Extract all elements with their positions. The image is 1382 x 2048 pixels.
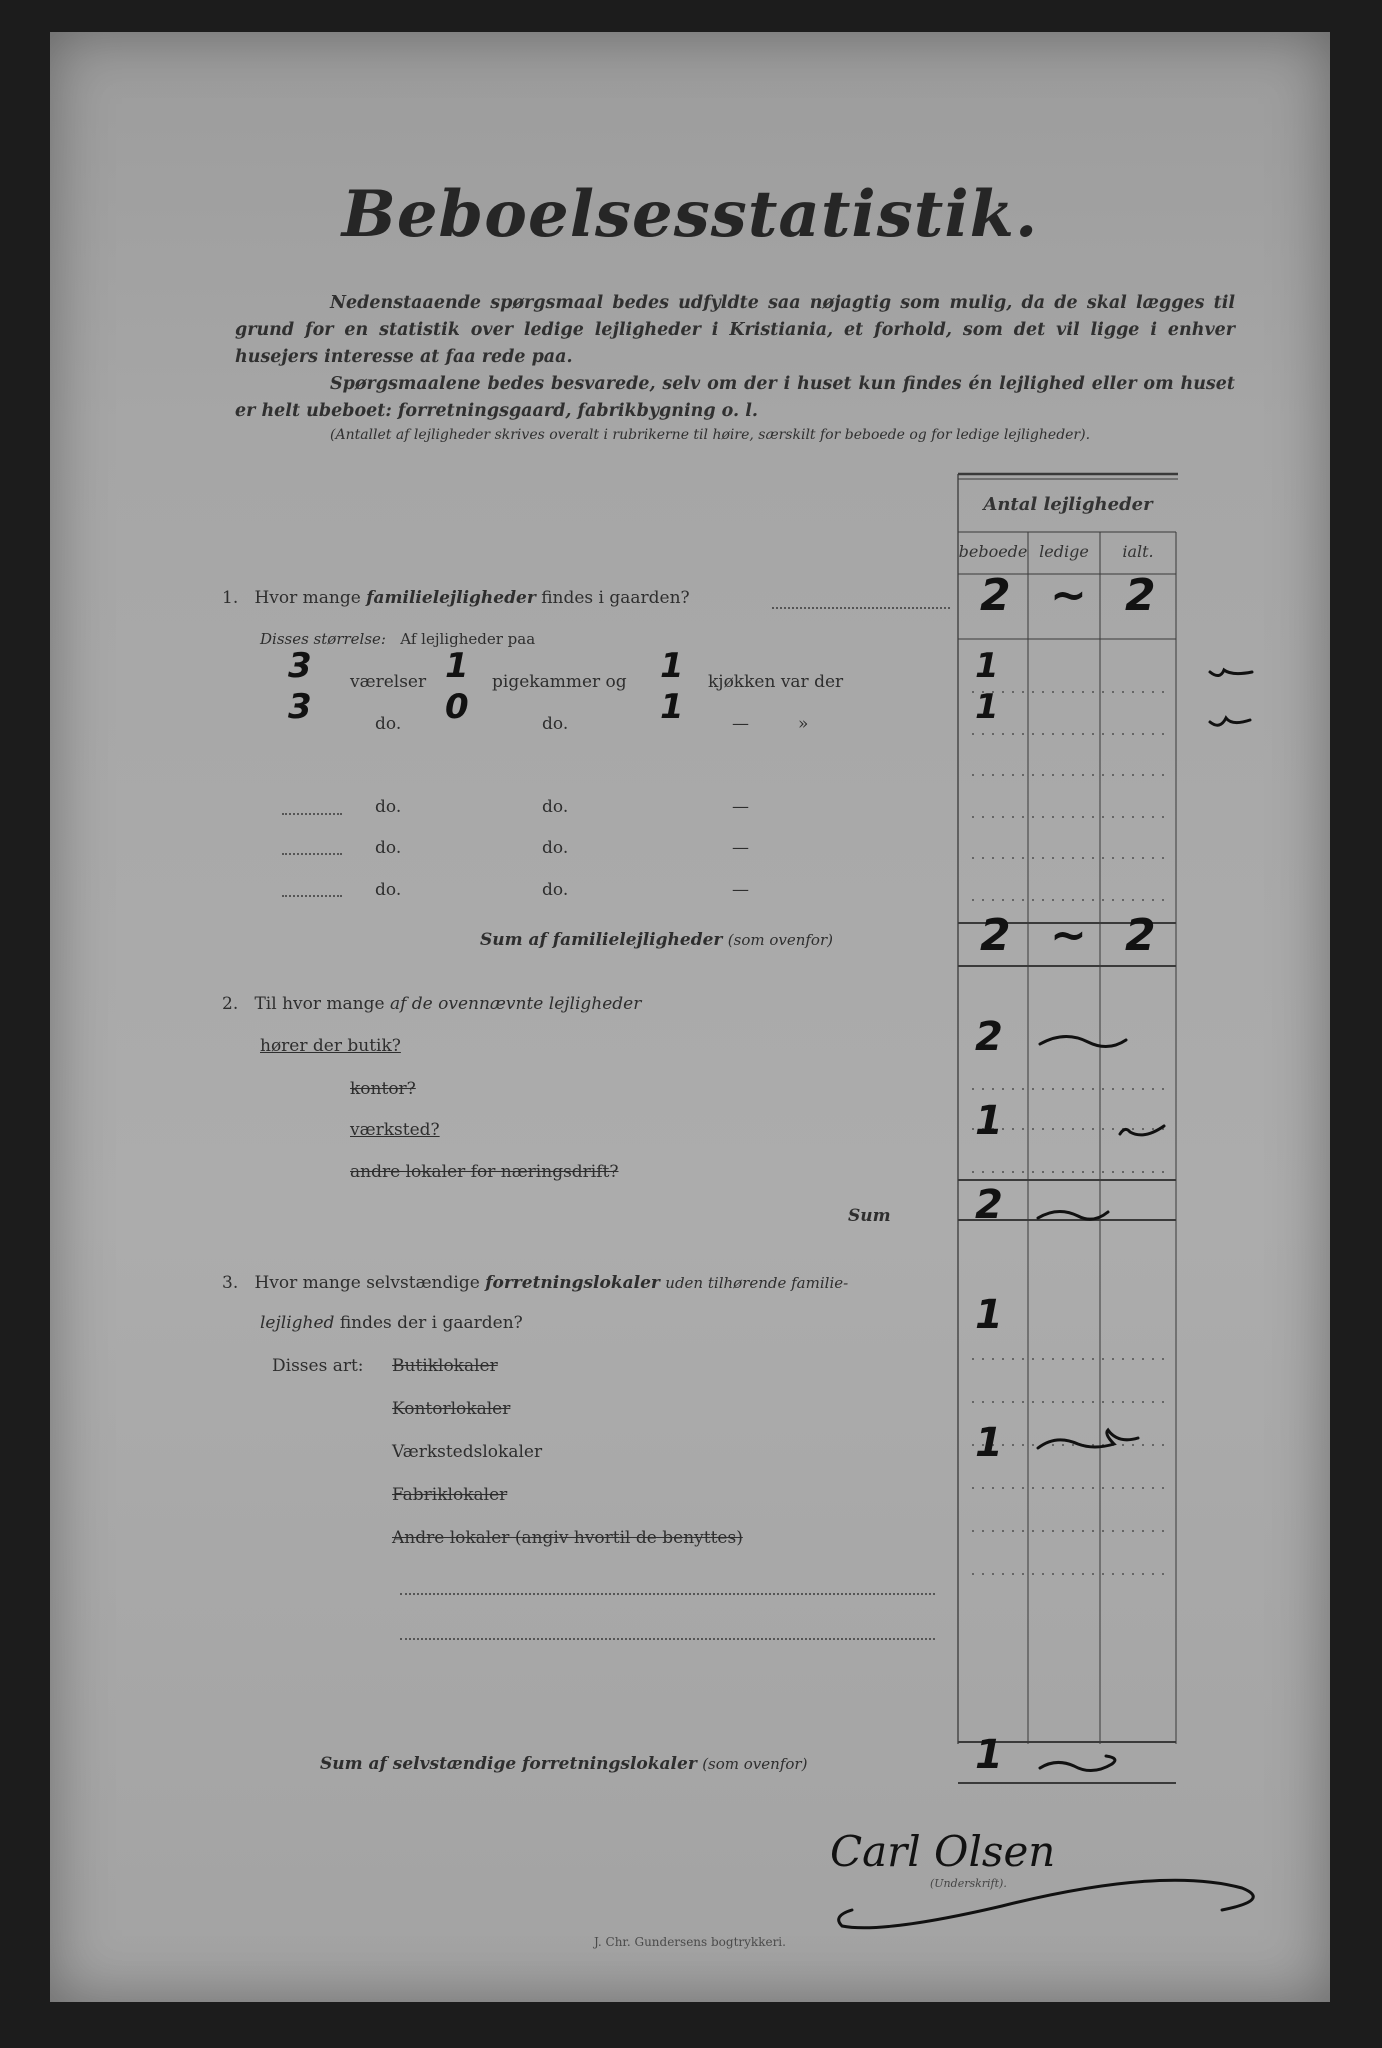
census-form [50,32,1330,2002]
label-dash: — [732,714,749,734]
signature-name: Carl Olsen [830,1827,1056,1876]
q3-vaerksted-answer: 1 [975,1420,1003,1466]
question-2-text-b: af de ovennævnte lejligheder [389,994,642,1014]
q1-answer-ialt: 2 [1125,570,1156,621]
size-row-2-kjokken: 1 [660,687,684,727]
q2-sum-beboede: 2 [975,1182,1003,1228]
label-do: do. [542,714,569,734]
label-do: do. [542,838,569,858]
q1-sum-label-b: (som ovenfor) [727,931,833,949]
label-dash: — [732,880,749,900]
handwritten-marks [50,32,1330,2002]
label-kjokken: kjøkken var der [708,672,844,692]
q3-vaerkstedslokaler: Værkstedslokaler [392,1442,543,1462]
question-2-number: 2. [222,994,239,1014]
label-do: do. [375,880,402,900]
question-1-text-c: findes i gaarden? [541,588,690,608]
q2-kontor: kontor? [350,1079,416,1099]
q1-answer-ledige: ~ [1050,570,1087,621]
q2-sum-label: Sum [848,1206,891,1226]
printer-imprint: J. Chr. Gundersens bogtrykkeri. [594,1935,786,1949]
q2-butik: hører der butik? [260,1036,401,1056]
question-3-text-a: Hvor mange selvstændige [254,1273,480,1293]
label-dash: — [732,838,749,858]
column-header-ialt: ialt. [1122,542,1154,561]
sizes-label-a: Disses størrelse: [260,630,386,648]
q2-vaerksted-beboede: 1 [975,1098,1003,1144]
label-do: do. [375,714,402,734]
q1-sum-ledige: ~ [1050,910,1087,961]
label-do: do. [542,880,569,900]
size-row-1-beboede: 1 [975,646,999,686]
question-2-text-a: Til hvor mange [254,994,385,1014]
question-3-number: 3. [222,1273,239,1293]
label-do: do. [375,797,402,817]
label-quote: » [798,714,809,734]
label-vaerelser: værelser [350,672,427,692]
q3-answer: 1 [975,1292,1003,1338]
size-row-1-kjokken: 1 [660,646,684,686]
q2-andre: andre lokaler for næringsdrift? [350,1162,619,1182]
q1-sum-ialt: 2 [1125,910,1156,961]
q2-butik-beboede: 2 [975,1014,1003,1060]
label-do: do. [542,797,569,817]
question-1-number: 1. [222,588,239,608]
q3-andre-lokaler: Andre lokaler (angiv hvortil de benyttes) [392,1528,743,1548]
question-1-text-b: familielejligheder [366,588,536,608]
q1-sum-label-a: Sum af familielejligheder [480,930,723,950]
intro-paragraph-2: Spørgsmaalene bedes besvarede, selv om der i huset kun findes én lejlighed eller om huset er helt ubeboet: forretningsgaard, fabrikbygning o. l. [235,374,1235,421]
q1-sum-beboede: 2 [980,910,1011,961]
q3-sum-answer: 1 [975,1732,1003,1778]
table-header-group: Antal lejligheder [983,494,1153,515]
intro-paragraph-3: (Antallet af lejligheder skrives overalt i rubrikerne til høire, særskilt for beboede og for ledige lejligheder). [330,427,1091,443]
label-pigekammer: pigekammer og [492,672,627,692]
question-3-text-c: uden tilhørende familie- [665,1274,849,1292]
question-3-text-b: forretningslokaler [485,1273,660,1293]
q2-vaerksted: værksted? [350,1120,440,1140]
q3-disses-art: Disses art: [272,1356,364,1376]
q3-sum-label-a: Sum af selvstændige forretningslokaler [320,1754,697,1774]
size-row-2-vaerelser: 3 [288,687,312,727]
intro-paragraph-1: Nedenstaaende spørgsmaal bedes udfyldte saa nøjagtig som mulig, da de skal lægges til grund for en statistik over ledige lejligheder i Kristiania, et forhold, som det vil ligge i enhver husejers interesse at faa rede paa. [235,293,1235,367]
q3-sum-label-b: (som ovenfor) [702,1755,808,1773]
label-dash: — [732,797,749,817]
sizes-label-b: Af lejligheder paa [400,630,536,648]
q3-fabriklokaler: Fabriklokaler [392,1485,508,1505]
column-header-ledige: ledige [1039,542,1089,561]
q3-kontorlokaler: Kontorlokaler [392,1399,511,1419]
size-row-1-pigekammer: 1 [445,646,469,686]
label-do: do. [375,838,402,858]
q3-butiklokaler: Butiklokaler [392,1356,498,1376]
size-row-2-pigekammer: 0 [445,687,469,727]
signature-label: (Underskrift). [930,1877,1007,1890]
size-row-2-beboede: 1 [975,687,999,727]
question-3-text-e: findes der i gaarden? [339,1313,523,1333]
form-title: Beboelsesstatistik. [341,177,1039,252]
question-3-text-d: lejlighed [260,1313,335,1333]
size-row-1-vaerelser: 3 [288,646,312,686]
column-header-beboede: beboede [958,542,1028,561]
q1-answer-beboede: 2 [980,570,1011,621]
question-1-text-a: Hvor mange [254,588,361,608]
